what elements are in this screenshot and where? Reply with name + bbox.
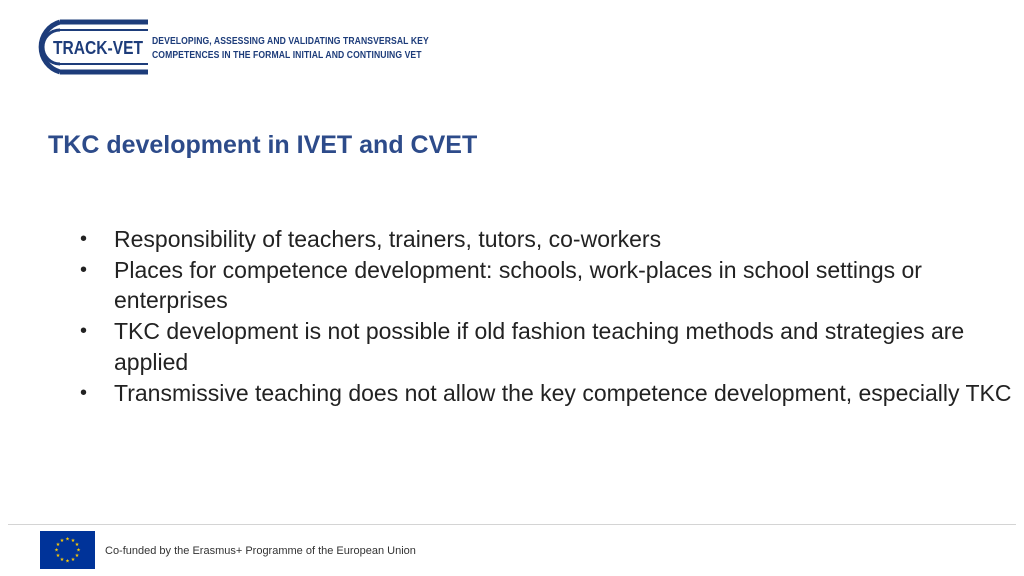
footer-funding-text: Co-funded by the Erasmus+ Programme of the European Union bbox=[105, 545, 416, 557]
track-vet-logo-mark bbox=[30, 18, 148, 76]
bullet-text: Places for competence development: schools, work-places in school settings or enterprises bbox=[114, 256, 922, 314]
bullet-text: Transmissive teaching does not allow the key competence development, especially TKC bbox=[114, 379, 1012, 406]
svg-text:★: ★ bbox=[76, 547, 81, 554]
svg-text:★: ★ bbox=[65, 558, 70, 565]
svg-text:★: ★ bbox=[70, 557, 76, 563]
bullet-text: TKC development is not possible if old fashion teaching methods and strategies are applied bbox=[114, 318, 965, 375]
bullet-item bbox=[80, 378, 1024, 409]
slide-title: TKC development in IVET and CVET bbox=[48, 131, 478, 159]
tagline-line-1: DEVELOPING, ASSESSING AND VALIDATING TRANSVERSAL KEY bbox=[152, 35, 429, 47]
svg-text:★: ★ bbox=[55, 542, 61, 548]
svg-text:★: ★ bbox=[70, 538, 76, 544]
track-vet-logo bbox=[30, 18, 429, 76]
svg-text:★: ★ bbox=[59, 538, 65, 544]
bullet-item bbox=[80, 255, 1024, 316]
bullet-text: Responsibility of teachers, trainers, tutors, co-workers bbox=[114, 226, 662, 252]
footer-divider bbox=[8, 524, 1016, 525]
svg-text:★: ★ bbox=[65, 536, 70, 543]
svg-text:★: ★ bbox=[59, 557, 65, 563]
logo-wordmark: TRACK-VET bbox=[53, 38, 143, 58]
eu-flag-icon bbox=[40, 531, 95, 569]
bullet-icon: • bbox=[80, 228, 88, 250]
svg-text:★: ★ bbox=[74, 542, 80, 548]
svg-text:★: ★ bbox=[54, 547, 59, 554]
tagline-line-2: COMPETENCES IN THE FORMAL INITIAL AND CONTINUING VET bbox=[152, 49, 422, 61]
bullet-list bbox=[80, 224, 1024, 408]
bullet-icon: • bbox=[80, 320, 88, 343]
logo-tagline bbox=[152, 34, 429, 62]
svg-text:★: ★ bbox=[55, 553, 61, 559]
bullet-icon: • bbox=[80, 258, 88, 281]
bullet-item bbox=[80, 316, 1024, 377]
bullet-icon: • bbox=[80, 381, 88, 404]
svg-text:★: ★ bbox=[74, 553, 80, 559]
bullet-item bbox=[80, 224, 1024, 255]
